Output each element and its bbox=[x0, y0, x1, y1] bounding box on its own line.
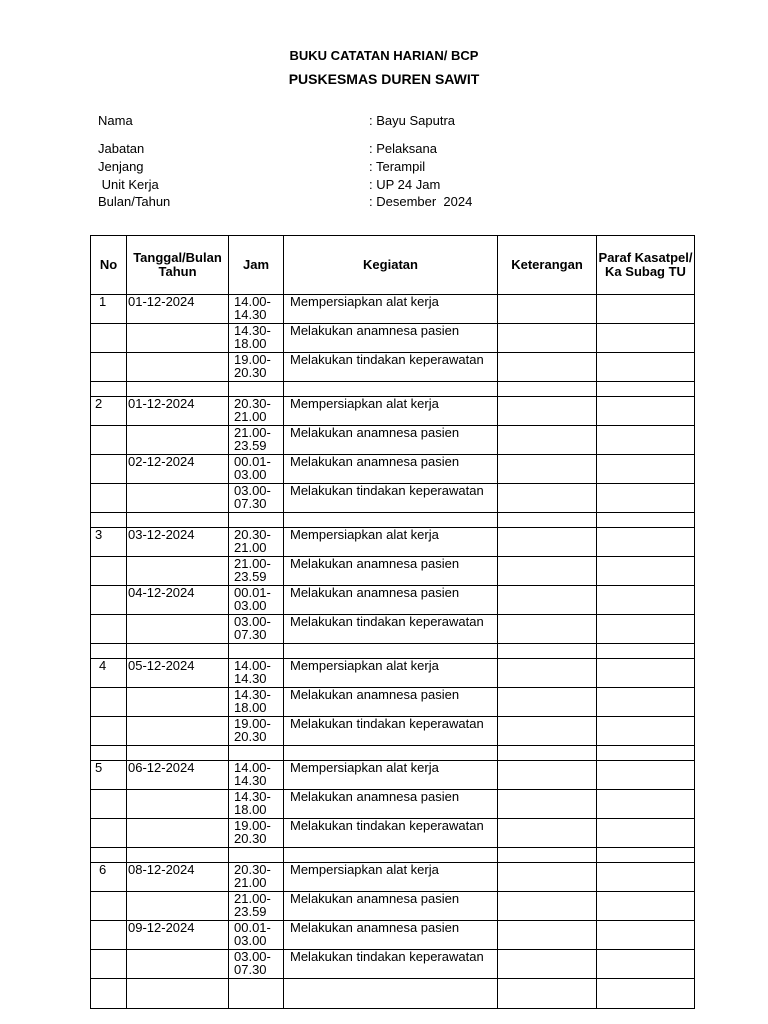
cell-kegiatan: Melakukan tindakan keperawatan bbox=[284, 353, 498, 382]
empty-cell bbox=[127, 746, 229, 761]
cell-keterangan bbox=[498, 921, 597, 950]
cell-paraf bbox=[597, 761, 695, 790]
cell-paraf bbox=[597, 790, 695, 819]
empty-cell bbox=[597, 513, 695, 528]
cell-paraf bbox=[597, 659, 695, 688]
cell-date: 09-12-2024 bbox=[127, 921, 229, 950]
spacer-row bbox=[91, 513, 695, 528]
jam-start: 00.01- bbox=[234, 920, 271, 935]
jam-end: 14.30 bbox=[234, 773, 267, 788]
cell-keterangan bbox=[498, 324, 597, 353]
header-keterangan: Keterangan bbox=[498, 236, 597, 295]
cell-date: 03-12-2024 bbox=[127, 528, 229, 557]
cell-no bbox=[91, 950, 127, 979]
cell-date bbox=[127, 790, 229, 819]
info-label: Jabatan bbox=[98, 141, 145, 156]
cell-keterangan bbox=[498, 863, 597, 892]
cell-jam bbox=[229, 892, 284, 921]
table-row bbox=[91, 586, 695, 615]
empty-cell bbox=[597, 644, 695, 659]
cell-keterangan bbox=[498, 761, 597, 790]
table-row bbox=[91, 659, 695, 688]
cell-paraf bbox=[597, 295, 695, 324]
jam-end: 20.30 bbox=[234, 729, 267, 744]
jam-end: 23.59 bbox=[234, 569, 267, 584]
jam-start: 21.00- bbox=[234, 556, 271, 571]
cell-date bbox=[127, 484, 229, 513]
jam-start: 14.00- bbox=[234, 760, 271, 775]
cell-kegiatan: Mempersiapkan alat kerja bbox=[284, 863, 498, 892]
document-title: BUKU CATATAN HARIAN/ BCP bbox=[289, 48, 479, 63]
empty-cell bbox=[498, 382, 597, 397]
cell-kegiatan: Melakukan anamnesa pasien bbox=[284, 892, 498, 921]
empty-cell bbox=[127, 979, 229, 1009]
cell-paraf bbox=[597, 717, 695, 746]
jam-start: 20.30- bbox=[234, 527, 271, 542]
cell-jam bbox=[229, 819, 284, 848]
cell-kegiatan: Melakukan anamnesa pasien bbox=[284, 426, 498, 455]
jam-start: 14.30- bbox=[234, 323, 271, 338]
jam-end: 21.00 bbox=[234, 409, 267, 424]
cell-paraf bbox=[597, 353, 695, 382]
jam-end: 23.59 bbox=[234, 438, 267, 453]
table-row bbox=[91, 921, 695, 950]
spacer-row bbox=[91, 644, 695, 659]
empty-cell bbox=[284, 513, 498, 528]
table-row bbox=[91, 892, 695, 921]
cell-jam bbox=[229, 761, 284, 790]
cell-date bbox=[127, 324, 229, 353]
cell-date bbox=[127, 557, 229, 586]
table-row bbox=[91, 761, 695, 790]
document-subtitle: PUSKESMAS DUREN SAWIT bbox=[288, 71, 480, 87]
empty-cell bbox=[127, 513, 229, 528]
cell-kegiatan: Melakukan tindakan keperawatan bbox=[284, 717, 498, 746]
cell-no: 2 bbox=[91, 397, 127, 426]
empty-cell bbox=[91, 513, 127, 528]
table-row bbox=[91, 557, 695, 586]
jam-start: 19.00- bbox=[234, 818, 271, 833]
cell-kegiatan: Melakukan anamnesa pasien bbox=[284, 790, 498, 819]
empty-cell bbox=[498, 746, 597, 761]
empty-cell bbox=[498, 979, 597, 1009]
jam-end: 20.30 bbox=[234, 365, 267, 380]
empty-cell bbox=[127, 644, 229, 659]
cell-keterangan bbox=[498, 615, 597, 644]
cell-no bbox=[91, 790, 127, 819]
cell-keterangan bbox=[498, 688, 597, 717]
cell-kegiatan: Melakukan tindakan keperawatan bbox=[284, 950, 498, 979]
cell-paraf bbox=[597, 892, 695, 921]
jam-start: 21.00- bbox=[234, 891, 271, 906]
cell-paraf bbox=[597, 688, 695, 717]
cell-kegiatan: Melakukan tindakan keperawatan bbox=[284, 819, 498, 848]
cell-date: 01-12-2024 bbox=[127, 397, 229, 426]
jam-start: 20.30- bbox=[234, 396, 271, 411]
jam-start: 19.00- bbox=[234, 352, 271, 367]
cell-paraf bbox=[597, 397, 695, 426]
cell-kegiatan: Mempersiapkan alat kerja bbox=[284, 397, 498, 426]
jam-end: 03.00 bbox=[234, 467, 267, 482]
table-row bbox=[91, 688, 695, 717]
cell-date bbox=[127, 688, 229, 717]
cell-jam bbox=[229, 863, 284, 892]
cell-date: 04-12-2024 bbox=[127, 586, 229, 615]
cell-jam bbox=[229, 397, 284, 426]
cell-date: 06-12-2024 bbox=[127, 761, 229, 790]
empty-cell bbox=[229, 644, 284, 659]
jam-end: 18.00 bbox=[234, 336, 267, 351]
cell-no bbox=[91, 688, 127, 717]
jam-start: 00.01- bbox=[234, 454, 271, 469]
info-label: Bulan/Tahun bbox=[98, 194, 171, 209]
cell-keterangan bbox=[498, 586, 597, 615]
info-value: : UP 24 Jam bbox=[369, 177, 441, 192]
jam-end: 14.30 bbox=[234, 671, 267, 686]
table-row bbox=[91, 717, 695, 746]
empty-cell bbox=[498, 513, 597, 528]
cell-jam bbox=[229, 528, 284, 557]
cell-jam bbox=[229, 324, 284, 353]
jam-start: 14.00- bbox=[234, 658, 271, 673]
jam-end: 18.00 bbox=[234, 700, 267, 715]
header-paraf: Paraf Kasatpel/ Ka Subag TU bbox=[597, 236, 695, 295]
cell-no: 5 bbox=[91, 761, 127, 790]
jam-start: 14.00- bbox=[234, 294, 271, 309]
cell-jam bbox=[229, 455, 284, 484]
cell-no bbox=[91, 586, 127, 615]
cell-no bbox=[91, 426, 127, 455]
spacer-row bbox=[91, 746, 695, 761]
cell-no bbox=[91, 892, 127, 921]
cell-keterangan bbox=[498, 353, 597, 382]
table-row bbox=[91, 863, 695, 892]
info-label: Nama bbox=[98, 113, 133, 128]
jam-end: 18.00 bbox=[234, 802, 267, 817]
cell-paraf bbox=[597, 324, 695, 353]
empty-cell bbox=[229, 848, 284, 863]
cell-keterangan bbox=[498, 892, 597, 921]
cell-jam bbox=[229, 659, 284, 688]
empty-cell bbox=[498, 644, 597, 659]
cell-date: 01-12-2024 bbox=[127, 295, 229, 324]
table-row bbox=[91, 324, 695, 353]
cell-no: 6 bbox=[91, 863, 127, 892]
empty-cell bbox=[284, 644, 498, 659]
table-row bbox=[91, 950, 695, 979]
cell-keterangan bbox=[498, 950, 597, 979]
jam-end: 03.00 bbox=[234, 933, 267, 948]
jam-end: 23.59 bbox=[234, 904, 267, 919]
cell-jam bbox=[229, 484, 284, 513]
cell-kegiatan: Melakukan tindakan keperawatan bbox=[284, 615, 498, 644]
empty-cell bbox=[597, 979, 695, 1009]
cell-keterangan bbox=[498, 295, 597, 324]
cell-date bbox=[127, 615, 229, 644]
activity-log-table bbox=[90, 235, 695, 1009]
empty-cell bbox=[498, 848, 597, 863]
jam-end: 20.30 bbox=[234, 831, 267, 846]
cell-no bbox=[91, 819, 127, 848]
cell-kegiatan: Mempersiapkan alat kerja bbox=[284, 295, 498, 324]
info-value: : Terampil bbox=[369, 159, 426, 174]
cell-date bbox=[127, 950, 229, 979]
spacer-row bbox=[91, 979, 695, 1009]
info-value: : Pelaksana bbox=[369, 141, 437, 156]
empty-cell bbox=[91, 644, 127, 659]
jam-start: 03.00- bbox=[234, 614, 271, 629]
empty-cell bbox=[127, 848, 229, 863]
cell-jam bbox=[229, 921, 284, 950]
table-row bbox=[91, 790, 695, 819]
cell-no bbox=[91, 353, 127, 382]
empty-cell bbox=[229, 746, 284, 761]
table-row bbox=[91, 397, 695, 426]
cell-date bbox=[127, 892, 229, 921]
cell-keterangan bbox=[498, 397, 597, 426]
jam-start: 14.30- bbox=[234, 687, 271, 702]
cell-kegiatan: Melakukan anamnesa pasien bbox=[284, 688, 498, 717]
jam-start: 21.00- bbox=[234, 425, 271, 440]
cell-no: 3 bbox=[91, 528, 127, 557]
jam-end: 07.30 bbox=[234, 627, 267, 642]
empty-cell bbox=[91, 848, 127, 863]
table-header-row bbox=[91, 236, 695, 295]
cell-kegiatan: Melakukan anamnesa pasien bbox=[284, 586, 498, 615]
cell-jam bbox=[229, 688, 284, 717]
cell-no bbox=[91, 324, 127, 353]
cell-date bbox=[127, 353, 229, 382]
table-row bbox=[91, 528, 695, 557]
table-row bbox=[91, 819, 695, 848]
cell-date: 02-12-2024 bbox=[127, 455, 229, 484]
jam-start: 03.00- bbox=[234, 483, 271, 498]
cell-jam bbox=[229, 615, 284, 644]
jam-end: 14.30 bbox=[234, 307, 267, 322]
cell-no: 4 bbox=[91, 659, 127, 688]
jam-end: 21.00 bbox=[234, 540, 267, 555]
cell-paraf bbox=[597, 528, 695, 557]
cell-jam bbox=[229, 717, 284, 746]
info-label: Unit Kerja bbox=[98, 177, 159, 192]
table-row bbox=[91, 353, 695, 382]
jam-end: 21.00 bbox=[234, 875, 267, 890]
empty-cell bbox=[597, 848, 695, 863]
cell-date bbox=[127, 717, 229, 746]
empty-cell bbox=[284, 848, 498, 863]
jam-end: 07.30 bbox=[234, 962, 267, 977]
cell-paraf bbox=[597, 586, 695, 615]
jam-end: 03.00 bbox=[234, 598, 267, 613]
empty-cell bbox=[284, 746, 498, 761]
cell-paraf bbox=[597, 615, 695, 644]
cell-date: 05-12-2024 bbox=[127, 659, 229, 688]
cell-date bbox=[127, 819, 229, 848]
cell-jam bbox=[229, 426, 284, 455]
cell-keterangan bbox=[498, 717, 597, 746]
info-value: : Desember 2024 bbox=[369, 194, 473, 209]
jam-start: 20.30- bbox=[234, 862, 271, 877]
cell-keterangan bbox=[498, 819, 597, 848]
cell-date: 08-12-2024 bbox=[127, 863, 229, 892]
empty-cell bbox=[229, 382, 284, 397]
cell-kegiatan: Melakukan anamnesa pasien bbox=[284, 455, 498, 484]
table-row bbox=[91, 455, 695, 484]
cell-no bbox=[91, 455, 127, 484]
cell-jam bbox=[229, 295, 284, 324]
table-row bbox=[91, 615, 695, 644]
jam-start: 14.30- bbox=[234, 789, 271, 804]
empty-cell bbox=[597, 382, 695, 397]
table-row bbox=[91, 426, 695, 455]
table-row bbox=[91, 484, 695, 513]
empty-cell bbox=[597, 746, 695, 761]
empty-cell bbox=[91, 382, 127, 397]
jam-start: 19.00- bbox=[234, 716, 271, 731]
table-row bbox=[91, 295, 695, 324]
cell-no bbox=[91, 615, 127, 644]
cell-kegiatan: Melakukan anamnesa pasien bbox=[284, 324, 498, 353]
info-value: : Bayu Saputra bbox=[369, 113, 455, 128]
cell-jam bbox=[229, 586, 284, 615]
empty-cell bbox=[284, 382, 498, 397]
empty-cell bbox=[127, 382, 229, 397]
cell-kegiatan: Melakukan anamnesa pasien bbox=[284, 557, 498, 586]
empty-cell bbox=[91, 979, 127, 1009]
jam-start: 00.01- bbox=[234, 585, 271, 600]
table-body bbox=[91, 295, 695, 1009]
cell-keterangan bbox=[498, 484, 597, 513]
cell-kegiatan: Mempersiapkan alat kerja bbox=[284, 659, 498, 688]
cell-kegiatan: Melakukan tindakan keperawatan bbox=[284, 484, 498, 513]
jam-end: 07.30 bbox=[234, 496, 267, 511]
cell-keterangan bbox=[498, 790, 597, 819]
cell-keterangan bbox=[498, 659, 597, 688]
cell-paraf bbox=[597, 455, 695, 484]
cell-jam bbox=[229, 950, 284, 979]
empty-cell bbox=[229, 979, 284, 1009]
empty-cell bbox=[229, 513, 284, 528]
cell-jam bbox=[229, 557, 284, 586]
cell-keterangan bbox=[498, 426, 597, 455]
cell-no: 1 bbox=[91, 295, 127, 324]
cell-kegiatan: Mempersiapkan alat kerja bbox=[284, 528, 498, 557]
cell-paraf bbox=[597, 426, 695, 455]
cell-paraf bbox=[597, 484, 695, 513]
cell-paraf bbox=[597, 921, 695, 950]
cell-jam bbox=[229, 353, 284, 382]
info-label: Jenjang bbox=[98, 159, 144, 174]
cell-paraf bbox=[597, 950, 695, 979]
cell-no bbox=[91, 921, 127, 950]
cell-keterangan bbox=[498, 528, 597, 557]
cell-keterangan bbox=[498, 557, 597, 586]
empty-cell bbox=[91, 746, 127, 761]
cell-paraf bbox=[597, 557, 695, 586]
cell-no bbox=[91, 557, 127, 586]
header-kegiatan: Kegiatan bbox=[284, 236, 498, 295]
cell-paraf bbox=[597, 863, 695, 892]
header-jam: Jam bbox=[229, 236, 284, 295]
header-no: No bbox=[91, 236, 127, 295]
cell-keterangan bbox=[498, 455, 597, 484]
cell-date bbox=[127, 426, 229, 455]
header-tanggal: Tanggal/Bulan Tahun bbox=[127, 236, 229, 295]
empty-cell bbox=[284, 979, 498, 1009]
cell-kegiatan: Melakukan anamnesa pasien bbox=[284, 921, 498, 950]
cell-no bbox=[91, 717, 127, 746]
cell-jam bbox=[229, 790, 284, 819]
cell-paraf bbox=[597, 819, 695, 848]
spacer-row bbox=[91, 848, 695, 863]
spacer-row bbox=[91, 382, 695, 397]
cell-kegiatan: Mempersiapkan alat kerja bbox=[284, 761, 498, 790]
cell-no bbox=[91, 484, 127, 513]
jam-start: 03.00- bbox=[234, 949, 271, 964]
